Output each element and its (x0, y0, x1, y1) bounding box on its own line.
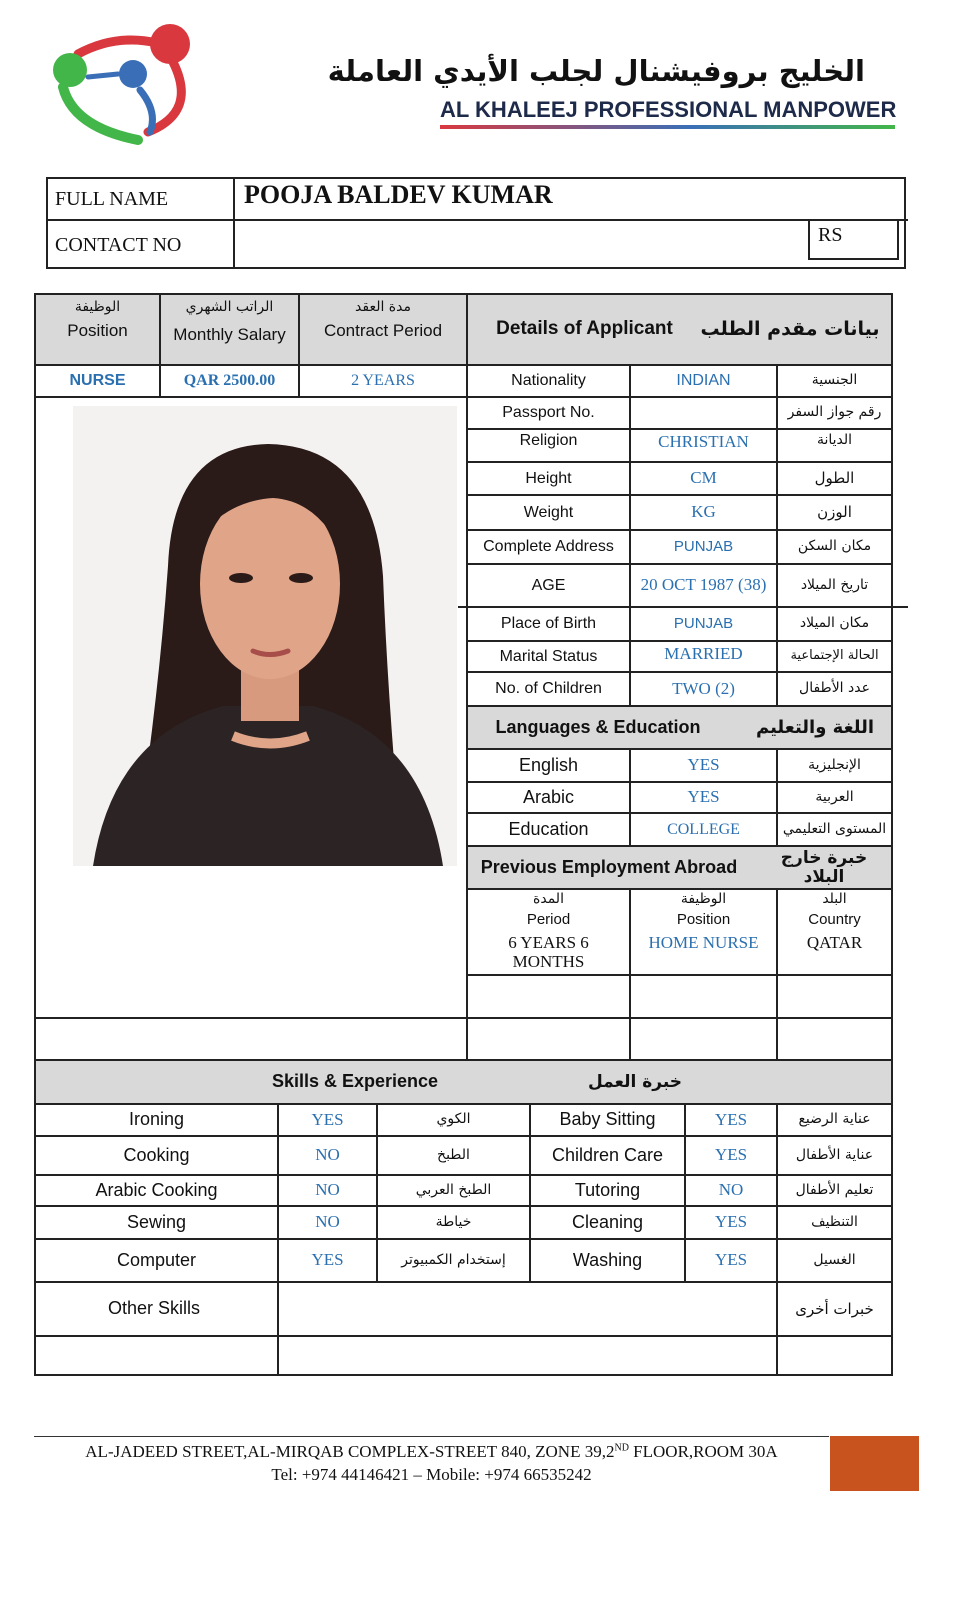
height-label-ar: الطول (814, 469, 855, 488)
skills-title: Skills & Experience (271, 1071, 439, 1092)
footer-address (34, 1442, 829, 1462)
skill-cooking-label-ar: الطبخ (437, 1146, 470, 1163)
skill-tutoring-value: NO (718, 1180, 744, 1200)
skill-sewing-label-ar: خياطة (435, 1213, 472, 1230)
skill-sewing-value: NO (315, 1212, 340, 1232)
salary-label-ar: الراتب الشهري (185, 299, 274, 316)
children-value: TWO (2) (672, 678, 735, 698)
company-name-english: AL KHALEEJ PROFESSIONAL MANPOWER (440, 97, 897, 122)
skill-cleaning-label-ar: التنظيف (811, 1213, 858, 1230)
address-label: Complete Address (483, 538, 614, 556)
emp-country-value: QATAR (806, 933, 863, 952)
children-label-ar: عدد الأطفال (799, 680, 870, 697)
skill-children-care-label: Children Care (551, 1144, 664, 1165)
emp-position-label-ar: الوظيفة (680, 891, 727, 908)
employment-title: Previous Employment Abroad (480, 856, 738, 877)
skill-cleaning-label: Cleaning (571, 1211, 644, 1232)
languages-title-ar: اللغة والتعليم (755, 716, 875, 738)
height-label: Height (525, 469, 572, 487)
contract-label-ar: مدة العقد (355, 299, 411, 316)
english-label-ar: الإنجليزية (808, 756, 861, 773)
weight-label: Weight (523, 503, 574, 521)
position-label: Position (67, 320, 128, 340)
emp-position-label: Position (676, 910, 731, 928)
footer-address-main: AL-JADEED STREET,AL-MIRQAB COMPLEX-STREET 840, ZONE 39,2 (85, 1442, 615, 1461)
skill-children-care-label-ar: عناية الأطفال (795, 1146, 874, 1163)
skills-title-ar: خبرة العمل (587, 1071, 683, 1092)
company-name-arabic: الخليج بروفيشنال لجلب الأيدي العاملة (327, 54, 865, 88)
company-logo (48, 22, 198, 147)
birthplace-label-ar: مكان الميلاد (799, 615, 870, 632)
skill-tutoring-label-ar: تعليم الأطفال (795, 1181, 874, 1198)
birthplace-value: PUNJAB (673, 614, 734, 632)
weight-label-ar: الوزن (817, 503, 852, 522)
religion-label-ar: الديانة (816, 432, 853, 449)
contact-label: CONTACT NO (55, 234, 182, 256)
marital-status-value: MARRIED (664, 643, 743, 663)
nationality-value: INDIAN (676, 372, 731, 390)
full-name-label: FULL NAME (55, 188, 169, 210)
nationality-label-ar: الجنسية (811, 372, 858, 389)
other-skills-label-ar: خبرات أخرى (795, 1299, 874, 1318)
skill-arabic-cooking-label: Arabic Cooking (95, 1179, 218, 1200)
age-value: 20 OCT 1987 (38) (640, 575, 767, 595)
arabic-label: Arabic (522, 786, 575, 807)
birthplace-label: Place of Birth (500, 615, 597, 633)
english-label: English (518, 754, 579, 775)
weight-value: KG (691, 502, 716, 522)
passport-label-ar: رقم جواز السفر (787, 404, 882, 421)
skill-children-care-value: YES (714, 1145, 748, 1165)
children-label: No. of Children (495, 680, 602, 698)
skill-arabic-cooking-value: NO (315, 1180, 340, 1200)
height-value: CM (690, 468, 717, 488)
skill-computer-label: Computer (116, 1249, 197, 1270)
applicant-photo (73, 406, 457, 866)
emp-position-value: HOME NURSE (648, 933, 759, 952)
employment-title-ar: خبرة خارج البلاد (780, 847, 868, 887)
emp-period-value: 6 YEARS 6 MONTHS (508, 932, 589, 971)
age-label-ar: تاريخ الميلاد (800, 576, 869, 593)
skill-cooking-label: Cooking (123, 1144, 190, 1165)
skill-baby-sitting-value: YES (714, 1109, 748, 1129)
skill-tutoring-label: Tutoring (574, 1179, 641, 1200)
age-label: AGE (531, 576, 566, 594)
details-title: Details of Applicant (496, 318, 673, 340)
marital-status-label: Marital Status (499, 647, 598, 665)
contract-value: 2 YEARS (351, 372, 415, 390)
other-skills-label: Other Skills (107, 1298, 201, 1319)
salary-label: Monthly Salary (173, 324, 286, 344)
position-label-ar: الوظيفة (74, 299, 121, 316)
religion-value: CHRISTIAN (658, 431, 749, 451)
position-value: NURSE (69, 372, 126, 390)
passport-label: Passport No. (502, 404, 595, 422)
period-label: Period (526, 910, 571, 928)
details-title-ar: بيانات مقدم الطلب (700, 318, 880, 341)
footer-color-block (830, 1436, 919, 1491)
skill-sewing-label: Sewing (126, 1211, 187, 1232)
skill-cooking-value: NO (315, 1145, 340, 1165)
english-value: YES (687, 755, 720, 775)
full-name-value: POOJA BALDEV KUMAR (244, 180, 553, 209)
skill-washing-value: YES (714, 1250, 748, 1270)
arabic-label-ar: العربية (815, 788, 854, 805)
education-label-ar: المستوى التعليمي (782, 820, 887, 837)
address-value: PUNJAB (673, 537, 734, 555)
skill-baby-sitting-label: Baby Sitting (559, 1109, 656, 1130)
footer-divider (34, 1436, 829, 1437)
rs-label: RS (818, 224, 843, 246)
skill-computer-label-ar: إستخدام الكمبيوتر (401, 1251, 506, 1268)
footer-contact: Tel: +974 44146421 – Mobile: +974 66535242 (271, 1465, 592, 1484)
marital-status-label-ar: الحالة الإجتماعية (790, 648, 879, 664)
education-value: COLLEGE (667, 820, 740, 838)
skill-baby-sitting-label-ar: عناية الرضيع (798, 1111, 871, 1128)
period-label-ar: المدة (533, 891, 564, 908)
skill-ironing-value: YES (311, 1109, 344, 1129)
skill-ironing-label: Ironing (128, 1109, 185, 1130)
salary-value: QAR 2500.00 (183, 372, 276, 390)
country-label-ar: البلد (822, 891, 847, 908)
address-label-ar: مكان السكن (797, 538, 872, 555)
skill-ironing-label-ar: الكوي (436, 1111, 471, 1128)
religion-label: Religion (519, 432, 578, 450)
skill-washing-label-ar: الغسيل (813, 1251, 856, 1268)
passport-value (631, 398, 776, 428)
arabic-value: YES (687, 787, 720, 807)
skill-washing-label: Washing (572, 1249, 643, 1270)
languages-title: Languages & Education (495, 716, 701, 737)
contract-label: Contract Period (323, 320, 443, 340)
nationality-label: Nationality (511, 372, 586, 390)
header-underline (440, 125, 895, 129)
education-label: Education (508, 818, 589, 839)
skill-cleaning-value: YES (714, 1212, 748, 1232)
country-label: Country (808, 910, 861, 928)
footer-address-sup: ND (614, 1442, 629, 1454)
skill-arabic-cooking-label-ar: الطبخ العربي (415, 1181, 492, 1198)
skill-computer-value: YES (311, 1250, 344, 1270)
footer-address-suffix: FLOOR,ROOM 30A (628, 1442, 778, 1461)
